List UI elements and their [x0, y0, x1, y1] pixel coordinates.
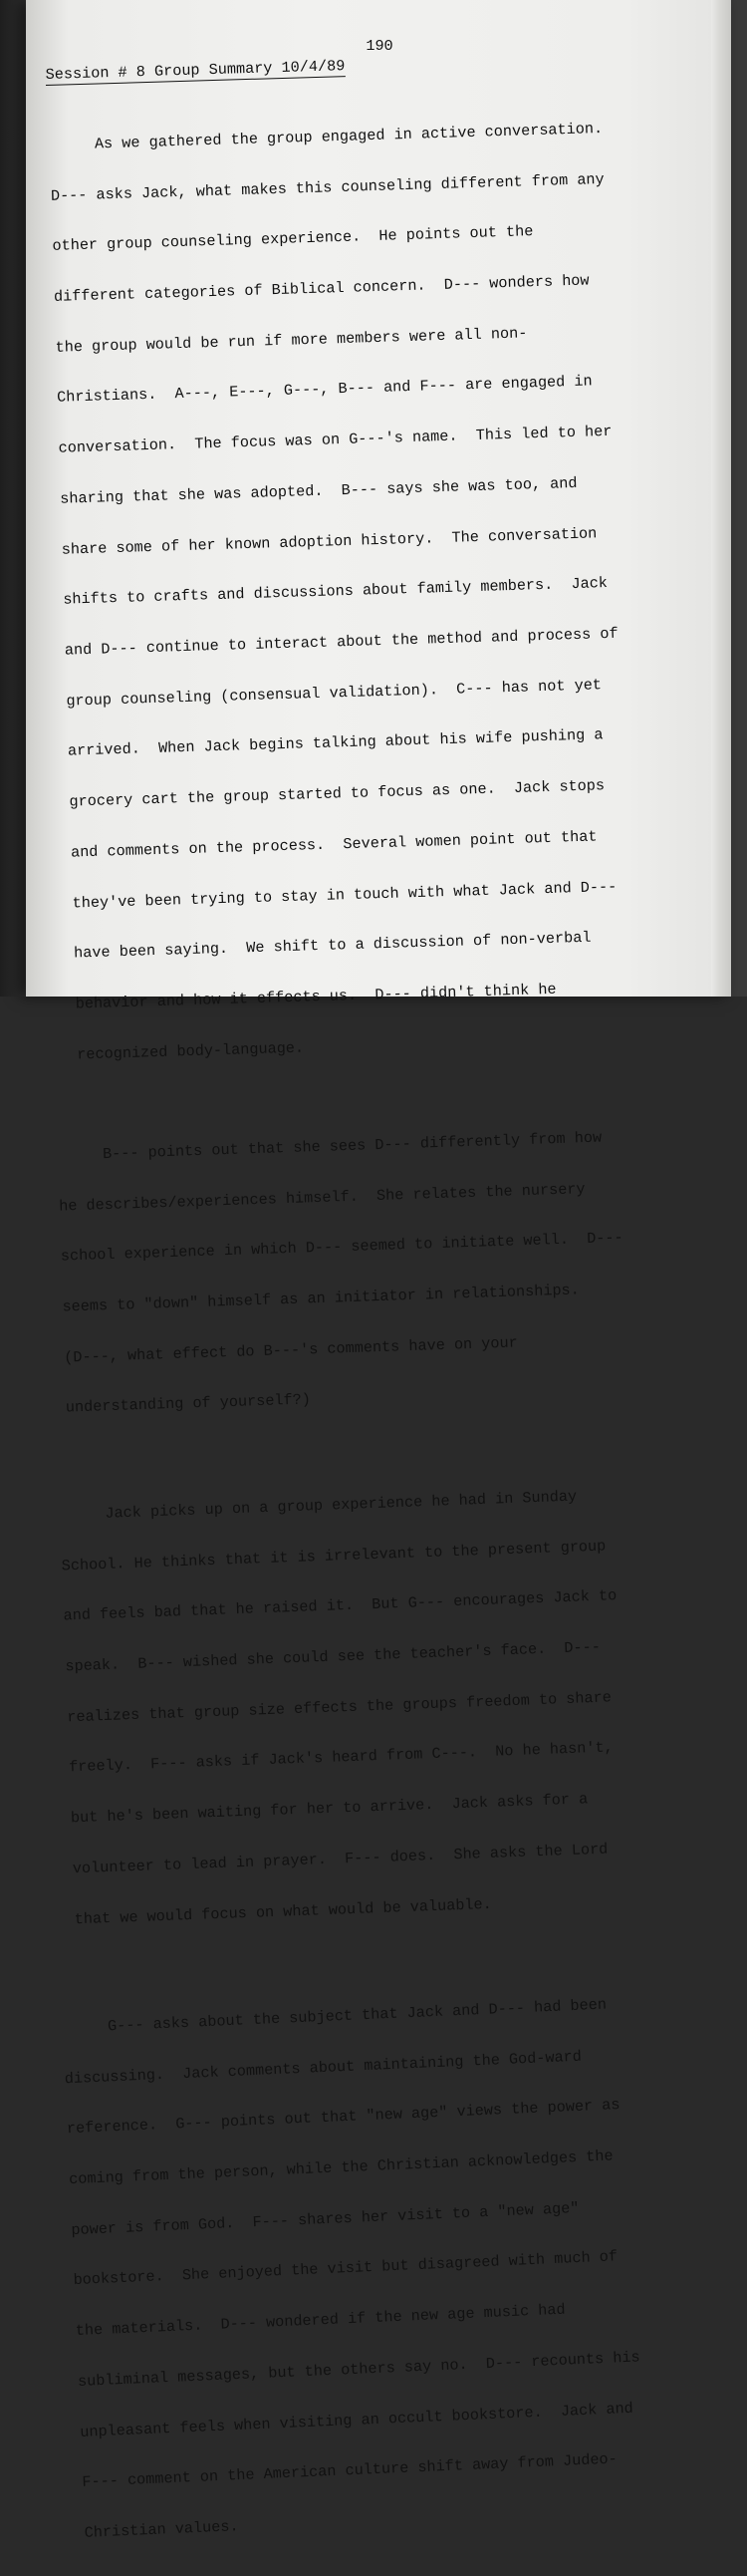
text-line: the materials. D--- wondered if the new age music had — [75, 2301, 566, 2341]
text-line: conversation. The focus was on G---'s name. This led to her — [58, 422, 613, 457]
text-line: other group counseling experience. He points out the — [52, 222, 534, 255]
text-line: and comments on the process. Several women point out that — [70, 827, 598, 862]
text-line: school experience in which D--- seemed to initiate well. D--- — [60, 1229, 623, 1267]
text-line: and feels bad that he raised it. But G--- encourages Jack to — [63, 1586, 618, 1625]
paragraph-2 — [56, 1093, 704, 1451]
text-line: B--- points out that she sees D--- differently from how — [57, 1128, 603, 1165]
text-line: subliminal messages, but the others say no. D--- recounts his — [77, 2348, 641, 2392]
text-line: recognized body-language. — [77, 1038, 305, 1064]
text-line: he describes/experiences himself. She relates the nursery — [58, 1179, 586, 1216]
text-line: bookstore. She enjoyed the visit but disagreed with much of — [73, 2248, 619, 2290]
text-line: freely. F--- asks if Jack's heard from C---. No he hasn't, — [68, 1738, 614, 1777]
page-content — [46, 38, 683, 2576]
text-line: but he's been waiting for her to arrive. Jack asks for a — [70, 1790, 589, 1828]
text-line: (D---, what effect do B---'s comments have on your — [63, 1333, 518, 1367]
text-line: unpleasant feels when visiting an occult bookstore. Jack and — [79, 2399, 634, 2441]
text-line: Christian values. — [84, 2517, 239, 2543]
text-line: power is from God. F--- shares her visit to a "new age" — [71, 2198, 580, 2240]
text-line: sharing that she was adopted. B--- says she was too, and — [59, 473, 578, 508]
text-line: Christians. A---, E---, G---, B--- and F--- are engaged in — [56, 372, 593, 408]
text-line: grocery cart the group started to focus as one. Jack stops — [69, 776, 606, 811]
text-line: shifts to crafts and discussions about family members. Jack — [63, 574, 609, 609]
text-line: arrived. When Jack begins talking about his wife pushing a — [67, 725, 604, 760]
page-edge — [711, 0, 731, 997]
text-line: speak. B--- wished she could see the teacher's face. D--- — [65, 1637, 602, 1676]
text-line: reference. G--- points out that "new age" views the power as — [66, 2096, 621, 2139]
book-page — [26, 0, 731, 2543]
paragraph-1 — [48, 84, 715, 1097]
text-line: volunteer to lead in prayer. F--- does. She asks the Lord — [72, 1840, 609, 1878]
page-number: 190 — [366, 37, 393, 55]
text-line: that we would focus on what would be valuable. — [74, 1894, 493, 1928]
text-line: understanding of yourself?) — [65, 1390, 312, 1418]
text-line: behavior and how it effects us. D--- didn't think he — [75, 980, 557, 1013]
text-line: realizes that group size effects the groups freedom to share — [66, 1688, 613, 1727]
session-header: Session # 8 Group Summary 10/4/89 — [45, 56, 346, 84]
text-line: discussing. Jack comments about maintaining the God-ward — [64, 2047, 583, 2089]
text-line: seems to "down" himself as an initiator in relationships. — [62, 1281, 581, 1316]
text-line: coming from the person, while the Christian acknowledges the — [68, 2147, 614, 2189]
text-line: they've been trying to stay in touch with what Jack and D--- — [72, 877, 618, 912]
text-line: G--- asks about the subject that Jack and D--- had been — [62, 1995, 608, 2038]
text-line: and D--- continue to interact about the method and process of — [64, 624, 619, 660]
text-line: F--- comment on the American culture shift away from Judeo- — [82, 2450, 619, 2492]
text-line: School. He thinks that it is irrelevant to the present group — [61, 1537, 607, 1575]
text-line: Jack picks up on a group experience he had in Sunday — [59, 1487, 578, 1525]
text-line: the group would be run if more members were all non- — [55, 323, 528, 357]
paragraph-3 — [58, 1450, 713, 1961]
paragraph-4 — [61, 1959, 723, 2576]
text-line: As we gathered the group engaged in active conversation. — [49, 119, 604, 154]
text-line: D--- asks Jack, what makes this counseling different from any — [50, 169, 605, 205]
text-line: have been saying. We shift to a discussion of non-verbal — [73, 928, 592, 963]
text-line: share some of her known adoption history. The conversation — [61, 523, 598, 559]
text-line: different categories of Biblical concern. D--- wonders how — [53, 271, 590, 306]
text-line: group counseling (consensual validation). C--- has not yet — [66, 675, 603, 711]
